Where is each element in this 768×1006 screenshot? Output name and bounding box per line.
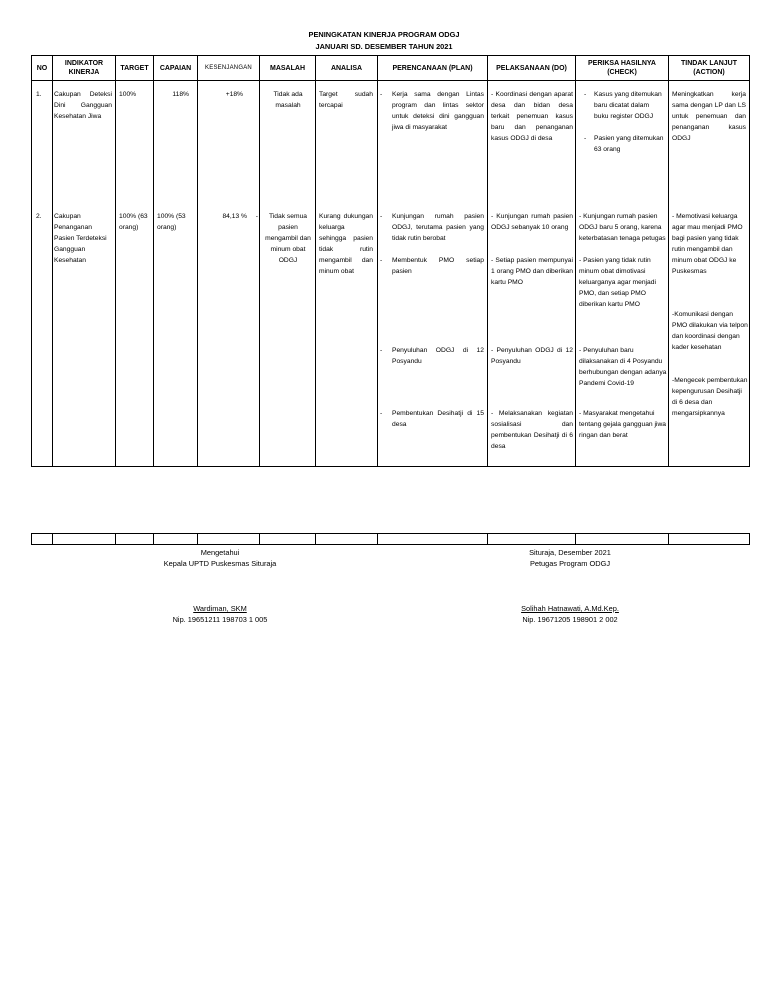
row2-capaian: 100% (53 orang) xyxy=(157,213,186,231)
empty-strip-row xyxy=(31,533,750,545)
header-indikator: INDIKATOR KINERJA xyxy=(53,56,116,81)
row2-masalah: Tidak semua pasien mengambil dan minum obat ODGJ xyxy=(265,213,311,264)
row2-do-2: - Setiap pasien mempunyai 1 orang PMO dan diberikan kartu PMO xyxy=(491,257,573,286)
row2-plan-2: Membentuk PMO setiap pasien xyxy=(392,257,484,275)
row1-analisa: Target sudah tercapai xyxy=(319,91,373,109)
row2-no: 2. xyxy=(36,213,42,220)
row1-capaian: 118% xyxy=(172,91,189,98)
header-masalah: MASALAH xyxy=(260,56,316,81)
header-row xyxy=(32,56,750,81)
signature-left-line2: Kepala UPTD Puskesmas Situraja xyxy=(163,559,277,568)
row2-kesenjangan-dash: - xyxy=(255,213,258,220)
header-analisa: ANALISA xyxy=(316,56,378,81)
signature-right-name: Solihah Hatnawati, A.Md.Kep. xyxy=(521,604,619,613)
signature-right-nip: Nip. 19671205 198901 2 002 xyxy=(522,615,618,624)
header-capaian: CAPAIAN xyxy=(154,56,198,81)
row2-do-4: - Melaksanakan kegiatan sosialisasi dan pembentukan Desihatji di 6 desa xyxy=(491,410,573,450)
signature-right-line1: Situraja, Desember 2021 xyxy=(529,548,611,557)
header-target: TARGET xyxy=(116,56,154,81)
row2-plan-bullet-4: - xyxy=(380,410,383,417)
row2-action-2: -Komunikasi dengan PMO dilakukan via telpon dan koordinasi dengan kader kesehatan xyxy=(672,311,748,351)
signature-left xyxy=(90,547,350,625)
signature-left-line1: Mengetahui xyxy=(200,548,240,557)
signature-right xyxy=(440,547,700,625)
row2-plan-4: Pembentukan Desihatji di 15 desa xyxy=(392,410,484,428)
header-no: NO xyxy=(32,56,53,81)
row2-target: 100% (63 orang) xyxy=(119,213,148,231)
row2-check-4: - Masyarakat mengetahui tentang gejala gangguan jiwa ringan dan berat xyxy=(579,410,667,439)
row2-do-3: - Penyuluhan ODGJ di 12 Posyandu xyxy=(491,347,573,365)
row2-do-1: - Kunjungan rumah pasien ODGJ sebanyak 10 orang xyxy=(491,213,573,231)
row1-check-1: Kasus yang ditemukan baru dicatat dalam buku register ODGJ xyxy=(594,91,662,120)
row1-kesenjangan: +18% xyxy=(225,91,243,98)
signature-left-name: Wardiman, SKM xyxy=(193,604,247,613)
row1-target: 100% xyxy=(119,91,137,98)
row2-plan-1: Kunjungan rumah pasien ODGJ, terutama pasien yang tidak rutin berobat xyxy=(392,213,484,242)
row1-check-2: Pasien yang ditemukan 63 orang xyxy=(594,135,664,153)
row2-action-1: - Memotivasi keluarga agar mau menjadi PMO bagi pasien yang tidak rutin mengambil dan minum obat ODGJ ke Puskesmas xyxy=(672,213,743,275)
row2-plan-bullet-3: - xyxy=(380,347,383,354)
header-perencanaan: PERENCANAAN (PLAN) xyxy=(378,56,488,81)
row2-indikator: Cakupan Penanganan Pasien Terdeteksi Gangguan Kesehatan xyxy=(54,213,107,264)
row2-plan-bullet-2: - xyxy=(380,257,383,264)
header-kesenjangan: KESENJANGAN xyxy=(198,56,260,81)
row2-analisa: Kurang dukungan keluarga sehingga pasien tidak rutin mengambil dan minum obat xyxy=(319,213,373,275)
row1-plan-bullet: - xyxy=(380,91,383,98)
header-periksa: PERIKSA HASILNYA (CHECK) xyxy=(576,56,669,81)
document-title: PENINGKATAN KINERJA PROGRAM ODGJ xyxy=(308,30,460,39)
row1-plan-1: Kerja sama dengan Lintas program dan lintas sektor untuk deteksi dini gangguan jiwa di masyarakat xyxy=(392,91,484,131)
signature-left-nip: Nip. 19651211 198703 1 005 xyxy=(172,615,268,624)
row2-kesenjangan: 84,13 % xyxy=(222,213,247,220)
header-tindak: TINDAK LANJUT (ACTION) xyxy=(669,56,750,81)
row1-action-1: Meningkatkan kerja sama dengan LP dan LS untuk penemuan dan penanganan kasus ODGJ xyxy=(672,91,746,142)
row1-check-bullet-1: - xyxy=(584,91,587,98)
row2-plan-3: Penyuluhan ODGJ di 12 Posyandu xyxy=(392,347,484,365)
row1-check-bullet-2: - xyxy=(584,135,587,142)
table-row xyxy=(32,81,750,467)
row1-indikator: Cakupan Deteksi Dini Gangguan Kesehatan Jiwa xyxy=(54,91,112,120)
row2-action-3: -Mengecek pembentukan kepengurusan Desihatji di 6 desa dan mengarsipkannya xyxy=(672,377,748,417)
row1-no: 1. xyxy=(36,91,42,98)
row2-plan-bullet-1: - xyxy=(380,213,383,220)
signature-right-line2: Petugas Program ODGJ xyxy=(529,559,611,568)
header-pelaksanaan: PELAKSANAAN (DO) xyxy=(488,56,576,81)
row2-check-1: - Kunjungan rumah pasien ODGJ baru 5 orang, karena keterbatasan tenaga petugas xyxy=(579,213,666,242)
row2-check-2: - Pasien yang tidak rutin minum obat dimotivasi keluarganya agar menjadi PMO, dan setiap PMO diberikan kartu PMO xyxy=(579,257,656,308)
pdca-table xyxy=(31,55,750,467)
row2-check-3: - Penyuluhan baru dilaksanakan di 4 Posyandu berhubungan dengan adanya Pandemi Covid-19 xyxy=(579,347,667,387)
row1-do-1: - Koordinasi dengan aparat desa dan bidan desa terkait penemuan kasus baru dan penanganan kasus ODGJ di desa xyxy=(491,91,573,142)
document-subtitle: JANUARI SD. DESEMBER TAHUN 2021 xyxy=(315,42,453,51)
row1-masalah: Tidak ada masalah xyxy=(273,91,303,109)
